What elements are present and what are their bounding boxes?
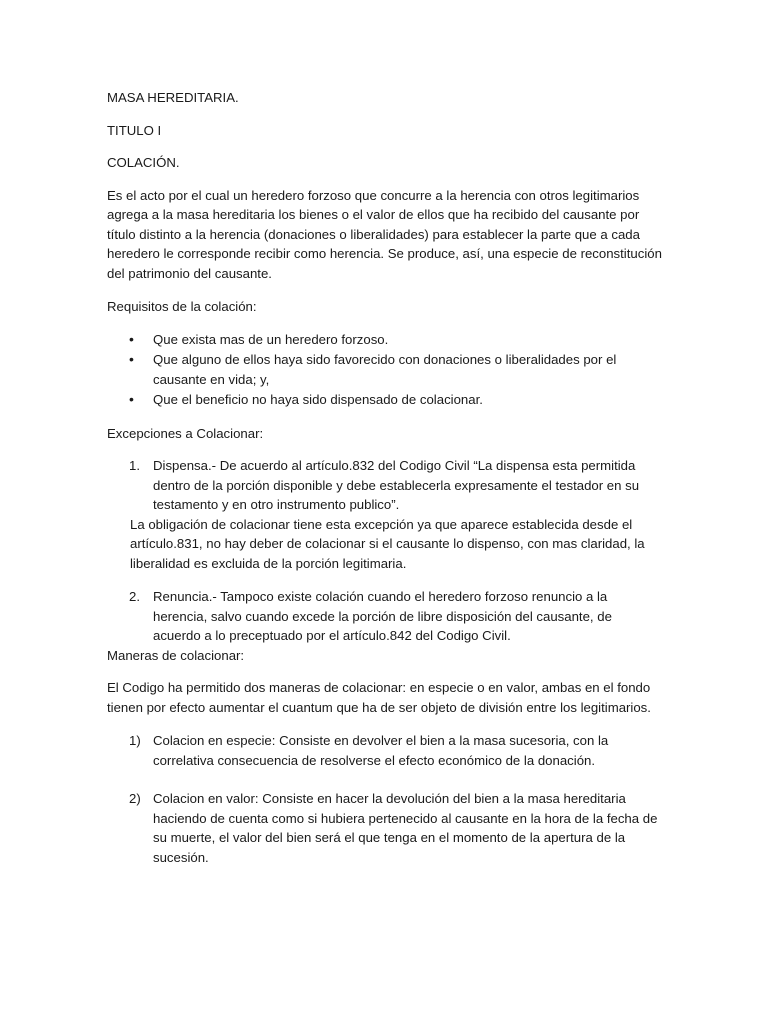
- list-number: 2): [129, 791, 141, 806]
- requisitos-item: • Que exista mas de un heredero forzoso.: [107, 330, 663, 350]
- document-page: [107, 88, 663, 867]
- maneras-item-especie: [107, 731, 663, 770]
- maneras-intro: El Codigo ha permitido dos maneras de colacionar: en especie o en valor, ambas en el fondo tienen por efecto aumentar el cuantum que ha de ser objeto de división entre los legitimarios.: [107, 680, 651, 715]
- requisitos-list: [107, 330, 663, 410]
- document-title: MASA HEREDITARIA.: [107, 90, 239, 105]
- excepciones-item-renuncia: [107, 587, 663, 646]
- list-number: 2.: [129, 589, 140, 604]
- excepciones-heading: Excepciones a Colacionar:: [107, 425, 264, 441]
- intro-paragraph: Es el acto por el cual un heredero forzoso que concurre a la herencia con otros legitimarios agrega a la masa hereditaria los bienes o el valor de ellos que ha recibido del causante por título distinto a la herencia (donaciones o liberalidades) para establecer la parte que a cada heredero le corresponde recibir como herencia. Se produce, así, una especie de reconstitución del patrimonio del causante.: [107, 187, 662, 281]
- maneras-item-valor: [107, 789, 663, 867]
- maneras-heading: Maneras de colacionar:: [107, 647, 245, 663]
- excepciones-list-2: [107, 587, 663, 646]
- list-item-text: Colacion en especie: Consiste en devolver el bien a la masa sucesoria, con la correlativa consecuencia de resolverse el efecto económico de la donación.: [153, 733, 609, 768]
- list-item-text: Renuncia.- Tampoco existe colación cuando el heredero forzoso renuncio a la herencia, salvo cuando excede la porción de libre disposición del causante, de acuerdo a lo preceptuado por el artículo.842 del Codigo Civil.: [153, 589, 612, 643]
- list-number: 1.: [129, 458, 140, 473]
- list-item-text: Dispensa.- De acuerdo al artículo.832 del Codigo Civil “La dispensa esta permitida dentro de la porción disponible y debe establecerla expresamente el testador en su testamento y en otro instrumento publico”.: [153, 458, 640, 512]
- document-subtitle: TITULO I: [107, 122, 162, 138]
- excepciones-note: La obligación de colacionar tiene esta excepción ya que aparece establecida desde el artículo.831, no hay deber de colacionar si el causante lo dispenso, con mas claridad, la liberalidad es excluida de la porción legitimaria.: [130, 516, 645, 571]
- list-item-text: Colacion en valor: Consiste en hacer la devolución del bien a la masa hereditaria haciendo de cuenta como si hubiera pertenecido al causante en la hora de la fecha de su muerte, el valor del bien será el que tenga en el momento de la apertura de la sucesión.: [153, 791, 658, 865]
- requisitos-item: • Que el beneficio no haya sido dispensado de colacionar.: [107, 390, 663, 410]
- requisitos-item: • Que alguno de ellos haya sido favorecido con donaciones o liberalidades por el causante en vida; y,: [107, 350, 663, 389]
- excepciones-item-dispensa: [107, 456, 663, 515]
- section-heading-colacion: COLACIÓN.: [107, 155, 180, 170]
- excepciones-list-1: [107, 456, 663, 515]
- maneras-list-2: [107, 789, 663, 867]
- maneras-list-1: [107, 731, 663, 770]
- list-number: 1): [129, 733, 141, 748]
- requisitos-heading: Requisitos de la colación:: [107, 299, 257, 314]
